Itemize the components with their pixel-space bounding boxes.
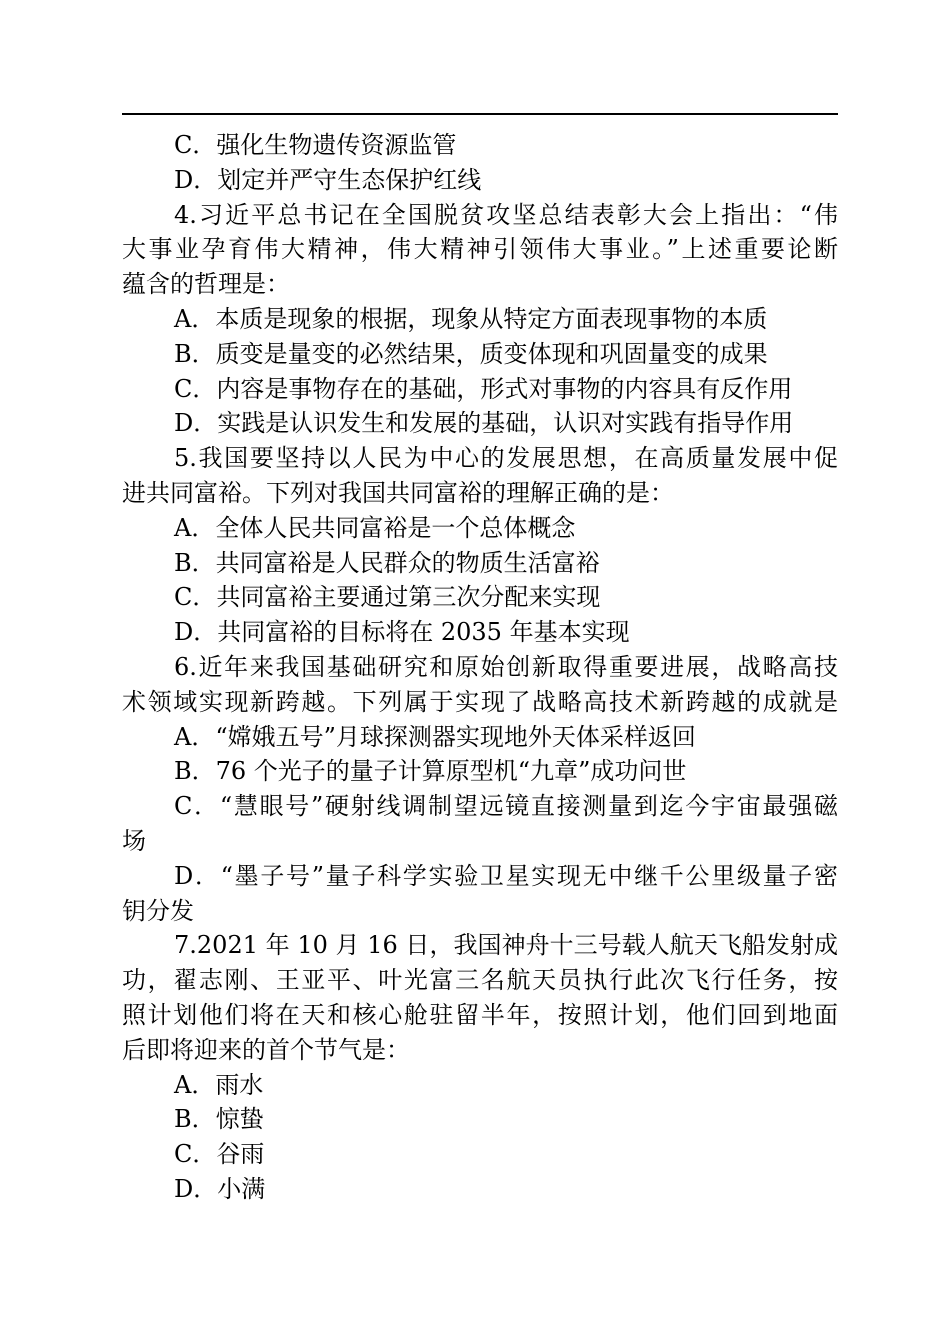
q4-stem-line-2: 大事业孕育伟大精神，伟大精神引领伟大事业。”上述重要论断: [122, 235, 838, 264]
q5-option-b: B．共同富裕是人民群众的物质生活富裕: [174, 548, 600, 577]
q7-stem-line-1: 7.2021 年 10 月 16 日，我国神舟十三号载人航天飞船发射成: [174, 931, 838, 960]
question-5: [122, 441, 838, 650]
q5-option-a: A．全体人民共同富裕是一个总体概念: [174, 513, 576, 542]
q7-option-a: A．雨水: [174, 1070, 264, 1099]
q7-option-b: B．惊蛰: [174, 1105, 264, 1134]
q6-option-a: A．“嫦娥五号”月球探测器实现地外天体采样返回: [174, 722, 696, 751]
q6-option-c-line-1: C．“慧眼号”硬射线调制望远镜直接测量到迄今宇宙最强磁: [174, 792, 838, 821]
q4-option-a: A．本质是现象的根据，现象从特定方面表现事物的本质: [174, 304, 768, 333]
q4-stem-line-3: 蕴含的哲理是：: [122, 270, 290, 299]
q6-stem-line-1: 6.近年来我国基础研究和原始创新取得重要进展，战略高技: [174, 652, 838, 681]
q3-option-d: D．划定并严守生态保护红线: [174, 165, 482, 194]
q4-option-d: D．实践是认识发生和发展的基础，认识对实践有指导作用: [174, 409, 794, 438]
q4-option-b: B．质变是量变的必然结果，质变体现和巩固量变的成果: [174, 339, 768, 368]
q6-option-b: B．76 个光子的量子计算原型机“九章”成功问世: [174, 757, 687, 786]
q5-option-c: C．共同富裕主要通过第三次分配来实现: [174, 583, 601, 612]
q7-option-d: D．小满: [174, 1174, 266, 1203]
q5-stem-line-2: 进共同富裕。下列对我国共同富裕的理解正确的是：: [122, 478, 674, 507]
q4-stem-line-1: 4.习近平总书记在全国脱贫攻坚总结表彰大会上指出：“伟: [174, 200, 838, 229]
q7-option-c: C．谷雨: [174, 1140, 265, 1169]
q7-stem-line-4: 后即将迎来的首个节气是：: [122, 1035, 410, 1064]
q6-option-d-line-2: 钥分发: [122, 896, 194, 925]
question-6: [122, 650, 838, 928]
q6-stem-line-2: 术领域实现新跨越。下列属于实现了战略高技术新跨越的成就是: [122, 687, 838, 716]
q5-option-d: D．共同富裕的目标将在 2035 年基本实现: [174, 618, 630, 647]
q6-option-d-line-1: D．“墨子号”量子科学实验卫星实现无中继千公里级量子密: [174, 861, 838, 890]
question-content: [122, 128, 838, 1207]
q7-stem-line-2: 功，翟志刚、王亚平、叶光富三名航天员执行此次飞行任务，按: [122, 966, 838, 995]
question-7: [122, 928, 838, 1206]
q3-option-c: C．强化生物遗传资源监管: [174, 131, 457, 159]
question-3-options: [122, 128, 838, 198]
q6-option-c-line-2: 场: [122, 826, 146, 855]
q5-stem-line-1: 5.我国要坚持以人民为中心的发展思想，在高质量发展中促: [174, 444, 838, 473]
q7-stem-line-3: 照计划他们将在天和核心舱驻留半年，按照计划，他们回到地面: [122, 1000, 838, 1029]
q4-option-c: C．内容是事物存在的基础，形式对事物的内容具有反作用: [174, 374, 793, 403]
header-rule: [122, 113, 838, 115]
question-4: [122, 198, 838, 442]
